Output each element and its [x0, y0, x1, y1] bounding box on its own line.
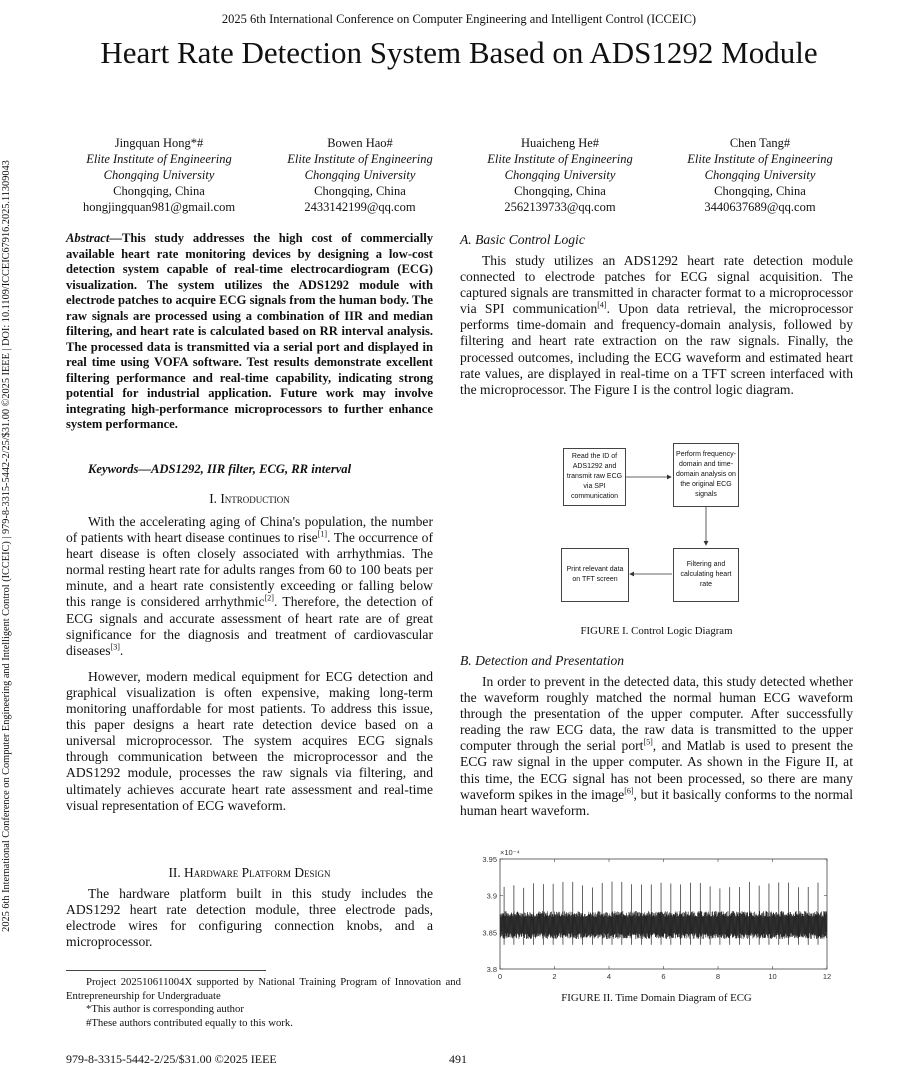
- citation[interactable]: [3]: [110, 642, 120, 652]
- y-tick-label: 3.95: [482, 855, 497, 864]
- author-city: Chongqing, China: [113, 184, 205, 198]
- section-heading-introduction: I. Introduction: [209, 491, 290, 506]
- author-email[interactable]: 2433142199@qq.com: [304, 200, 416, 214]
- section-heading-hardware: II. Hardware Platform Design: [168, 865, 331, 880]
- citation[interactable]: [2]: [264, 593, 274, 603]
- introduction-paragraph-2: However, modern medical equipment for ECG detection and graphical visualization is often expensive, making long-term monitoring unaffordable for most patients. To address this issue, this paper designs a heart rate detection device based on a universal microprocessor. The system acquires ECG signals through communication between the microprocessor and the ADS1292 module, processes the raw signals via filtering, and ultimately achieves accurate heart rate assessment and real-time visual representation of ECG waveform.: [66, 668, 433, 813]
- x-tick-label: 6: [661, 972, 666, 981]
- exponent-label: ×10⁻⁴: [500, 848, 520, 857]
- author-university: Chongqing University: [304, 168, 416, 182]
- author-city: Chongqing, China: [314, 184, 406, 198]
- keywords: Keywords—ADS1292, IIR filter, ECG, RR interval: [88, 462, 352, 476]
- author-name: Chen Tang#: [729, 136, 791, 150]
- control-logic-body: [460, 253, 853, 398]
- text-run: .: [119, 642, 124, 658]
- control-logic-paragraph: [460, 253, 853, 398]
- abstract-lead: Abstract: [66, 231, 110, 245]
- x-tick-label: 8: [715, 972, 721, 981]
- author-block: [260, 135, 460, 215]
- plot-frame: [500, 859, 827, 969]
- citation[interactable]: [6]: [624, 786, 634, 796]
- x-tick-label: 10: [768, 972, 777, 981]
- author-university: Chongqing University: [704, 168, 816, 182]
- text-run: In order to prevent in the detected data, this study detected whether the waveform roughly matched the normal human ECG waveform through the presentation of the upper computer. After successfully reading the raw ECG data, the raw data is transmitted to the upper computer through the serial port: [460, 674, 853, 754]
- author-name: Jingquan Hong*#: [114, 136, 204, 150]
- introduction-body: [66, 514, 433, 814]
- author-email[interactable]: 3440637689@qq.com: [704, 200, 816, 214]
- text-run: . Upon data retrieval, the microprocessor performs time-domain and frequency-domain analysis, followed by filtering and heart rate extraction on the raw signals. Finally, the processed outcomes, including the ECG waveform and estimated heart rate values, are displayed in real-time on a TFT screen interfaced with the microprocessor. The Figure I is the control logic diagram.: [460, 301, 853, 397]
- control-logic-diagram: [555, 440, 755, 610]
- box-filtering-heart-rate: Filtering and calculating heart rate: [673, 548, 739, 602]
- author-block: [660, 135, 860, 215]
- x-tick-label: 2: [552, 972, 557, 981]
- abstract: [66, 231, 433, 433]
- box-read-ads1292: Read the ID of ADS1292 and transmit raw ECG via SPI communication: [563, 448, 626, 506]
- box-frequency-time-analysis: Perform frequency-domain and time-domain analysis on the original ECG signals: [673, 443, 739, 507]
- hardware-body: [66, 886, 433, 950]
- subsection-heading-control-logic: A. Basic Control Logic: [460, 232, 585, 247]
- abstract-body: —This study addresses the high cost of commercially available heart rate monitoring devices by designing a low-cost detection system capable of real-time electrocardiogram (ECG) visualization. The system utilizes the ADS1292 module with electrode patches to acquire ECG signals from the human body. The raw signals are processed using a combination of IIR and median filtering, and heart rate is calculated based on RR interval analysis. The processed data is transmitted via a serial port and displayed in real time using VOFA software. Test results demonstrate excellent filtering performance and real-time capability, indicating strong potential for industrial application. Future work may involve integrating high-performance microprocessors to further enhance system performance.: [66, 231, 433, 431]
- side-doi-strip: 2025 6th International Conference on Computer Engineering and Intelligent Control (ICCEIC) | 979-8-3315-5442-2/25/$31.00 ©2025 IEEE | DOI: 10.1109/ICCEIC67916.2025.11309043: [1, 160, 12, 932]
- author-email[interactable]: hongjingquan981@gmail.com: [82, 200, 236, 214]
- x-tick-label: 4: [606, 972, 612, 981]
- text-run: . The occurrence of heart disease is often closely associated with arrhythmias. The normal resting heart rate for adults ranges from 60 to 100 beats per minute, and a heart rate consistently exceeding or falling below this range is considered arrhythmic: [66, 530, 433, 610]
- citation[interactable]: [4]: [597, 300, 607, 310]
- author-university: Chongqing University: [504, 168, 616, 182]
- author-city: Chongqing, China: [714, 184, 806, 198]
- ecg-time-domain-chart: [470, 845, 840, 985]
- citation[interactable]: [5]: [643, 737, 653, 747]
- text-run: , and Matlab is used to present the ECG raw signal in the upper computer. As shown in the Figure II, at this time, the ECG signal has not been processed, so there are many waveform spikes in the image: [460, 738, 853, 802]
- text-run: With the accelerating aging of China's population, the number of patients with heart disease continues to rise: [66, 514, 433, 546]
- detection-body: [460, 674, 853, 819]
- box-print-tft: Print relevant data on TFT screen: [561, 548, 629, 602]
- citation[interactable]: [1]: [317, 529, 327, 539]
- author-affiliation: Elite Institute of Engineering: [287, 152, 433, 166]
- author-university: Chongqing University: [103, 168, 215, 182]
- author-affiliation: Elite Institute of Engineering: [86, 152, 232, 166]
- footer-isbn: 979-8-3315-5442-2/25/$31.00 ©2025 IEEE: [66, 1052, 277, 1066]
- y-tick-label: 3.85: [482, 928, 497, 938]
- author-block: [460, 135, 660, 215]
- hardware-paragraph-1: The hardware platform built in this study includes the ADS1292 heart rate detection module, three electrode pads, electrode wires for configuring connection knobs, and a microprocessor.: [66, 886, 433, 950]
- author-email[interactable]: 2562139733@qq.com: [504, 200, 616, 214]
- figure2-caption: FIGURE II. Time Domain Diagram of ECG: [561, 992, 752, 1004]
- author-name: Huaicheng He#: [520, 136, 600, 150]
- paper-title: Heart Rate Detection System Based on ADS1292 Module: [100, 35, 818, 70]
- footnote-corresponding: *This author is corresponding author: [86, 1003, 244, 1016]
- author-affiliation: Elite Institute of Engineering: [487, 152, 633, 166]
- author-name: Bowen Hao#: [327, 136, 393, 150]
- page-number: 491: [449, 1052, 467, 1066]
- footnote-project: Project 202510611004X supported by National Training Program of Innovation and Entrepreneurship for Undergraduate: [66, 976, 461, 1002]
- conference-header: 2025 6th International Conference on Computer Engineering and Intelligent Control (ICCEIC): [221, 12, 697, 26]
- subsection-heading-detection: B. Detection and Presentation: [460, 653, 625, 668]
- x-tick-label: 0: [497, 972, 503, 981]
- footnote-rule: [66, 970, 266, 971]
- footnote-equal: #These authors contributed equally to this work.: [86, 1016, 293, 1029]
- detection-paragraph: [460, 674, 853, 819]
- figure1-caption: FIGURE I. Control Logic Diagram: [580, 625, 733, 637]
- introduction-paragraph-1: [66, 514, 433, 659]
- y-tick-label: 3.8: [486, 965, 497, 974]
- author-city: Chongqing, China: [514, 184, 606, 198]
- text-run: This study utilizes an ADS1292 heart rate detection module connected to electrode patches for ECG signal acquisition. The captured signals are transmitted in character format to a microprocessor via SPI communication: [460, 253, 853, 317]
- author-affiliation: Elite Institute of Engineering: [687, 152, 833, 166]
- x-tick-label: 12: [822, 972, 832, 981]
- y-tick-label: 3.9: [486, 891, 497, 901]
- text-run: , but it basically conforms to the normal human heart waveform.: [460, 786, 853, 818]
- footnotes: [66, 976, 461, 1030]
- text-run: . Therefore, the detection of ECG signals and accurate assessment of heart rate are of great significance for the diagnosis and treatment of cardiovascular diseases: [66, 594, 433, 658]
- author-block: [59, 135, 259, 215]
